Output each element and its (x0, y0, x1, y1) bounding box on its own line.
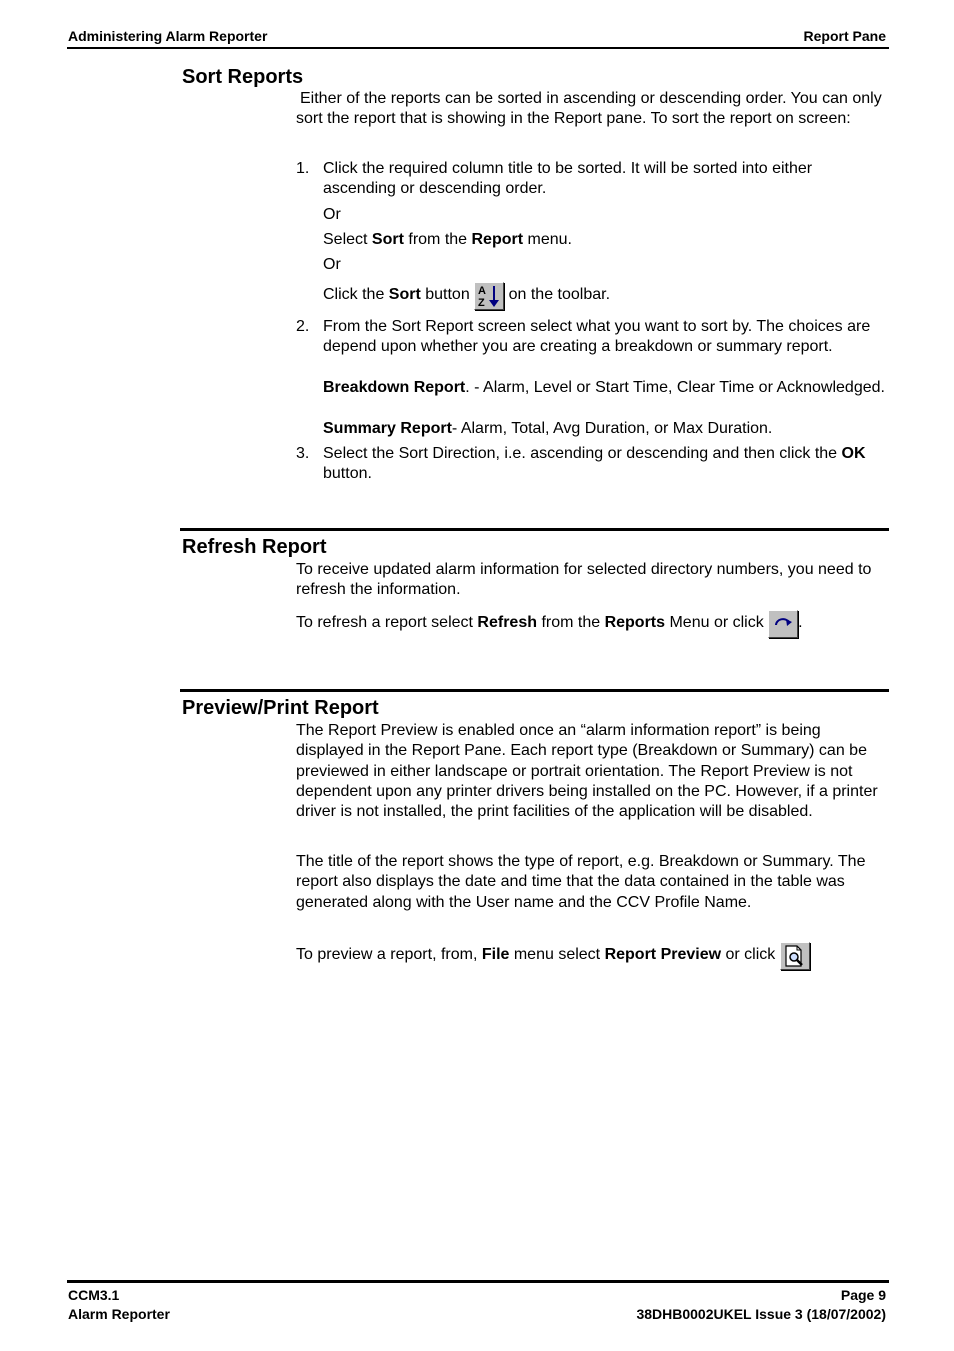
refresh-report-heading: Refresh Report (182, 536, 327, 558)
page-number: Page 9 (840, 1287, 886, 1303)
running-header-title: Administering Alarm Reporter (68, 28, 268, 44)
step-number: 1. (296, 160, 310, 177)
sort-step-3: 3. Select the Sort Direction, i.e. ascending or descending and then click the OK button. (296, 445, 866, 483)
running-header-section: Report Pane (803, 28, 886, 44)
refresh-icon (768, 610, 798, 638)
section-rule (180, 689, 889, 692)
step-number: 3. (296, 445, 310, 462)
svg-text:Z: Z (478, 297, 485, 309)
preview-paragraph-1: The Report Preview is enabled once an “alarm information report” is being displayed in the Report Pane. Each report type (Breakdown or Summary) can be previewed in either landscape or portrait orientation. The Report Preview is not dependent upon any printer drivers being installed on the PC. However, if a printer driver is not installed, the print facilities of the application will be disabled. (296, 722, 878, 821)
sort-intro: Either of the reports can be sorted in ascending or descending order. You can only sort the report that is showing in the Report pane. To sort the report on screen: (296, 90, 882, 128)
sort-az-icon (474, 282, 504, 310)
footer-title: Alarm Reporter (68, 1306, 170, 1322)
print-preview-icon (780, 942, 810, 970)
breakdown-report-options: Breakdown Report. - Alarm, Level or Start Time, Clear Time or Acknowledged. (323, 379, 885, 396)
step-text: From the Sort Report screen select what you want to sort by. The choices are depend upon whether you are creating a breakdown or summary report. (323, 318, 871, 356)
step-text: Click the required column title to be sorted. It will be sorted into either ascending or descending order. (323, 160, 813, 198)
sort-step-2 (296, 317, 886, 358)
sort-or-2: Or (323, 256, 341, 273)
section-rule (180, 528, 889, 531)
footer-product: CCM3.1 (68, 1287, 120, 1303)
step-number: 2. (296, 318, 310, 335)
summary-report-options: Summary Report- Alarm, Total, Avg Duration, or Max Duration. (323, 420, 773, 437)
preview-print-heading: Preview/Print Report (182, 697, 379, 719)
header-rule (67, 47, 889, 49)
document-reference: 38DHB0002UKEL Issue 3 (18/07/2002) (636, 1306, 886, 1322)
svg-text:A: A (478, 285, 487, 297)
refresh-intro: To receive updated alarm information for selected directory numbers, you need to refresh the information. (296, 561, 872, 599)
sort-or-1: Or (323, 206, 341, 223)
sort-reports-heading: Sort Reports (182, 66, 304, 88)
sort-select-menu: Select Sort from the Report menu. (323, 231, 572, 248)
preview-paragraph-2: The title of the report shows the type of report, e.g. Breakdown or Summary. The report also displays the date and time that the data contained in the table was generated along with the User name and the CCV Profile Name. (296, 853, 866, 911)
sort-click-button: Click the Sort button A Z on the toolbar. (323, 280, 886, 310)
refresh-instructions: To refresh a report select Refresh from the Reports Menu or click . (296, 608, 886, 638)
footer-rule (67, 1280, 889, 1283)
sort-step-1 (296, 159, 886, 200)
preview-instructions: To preview a report, from, File menu select Report Preview or click (296, 940, 886, 970)
